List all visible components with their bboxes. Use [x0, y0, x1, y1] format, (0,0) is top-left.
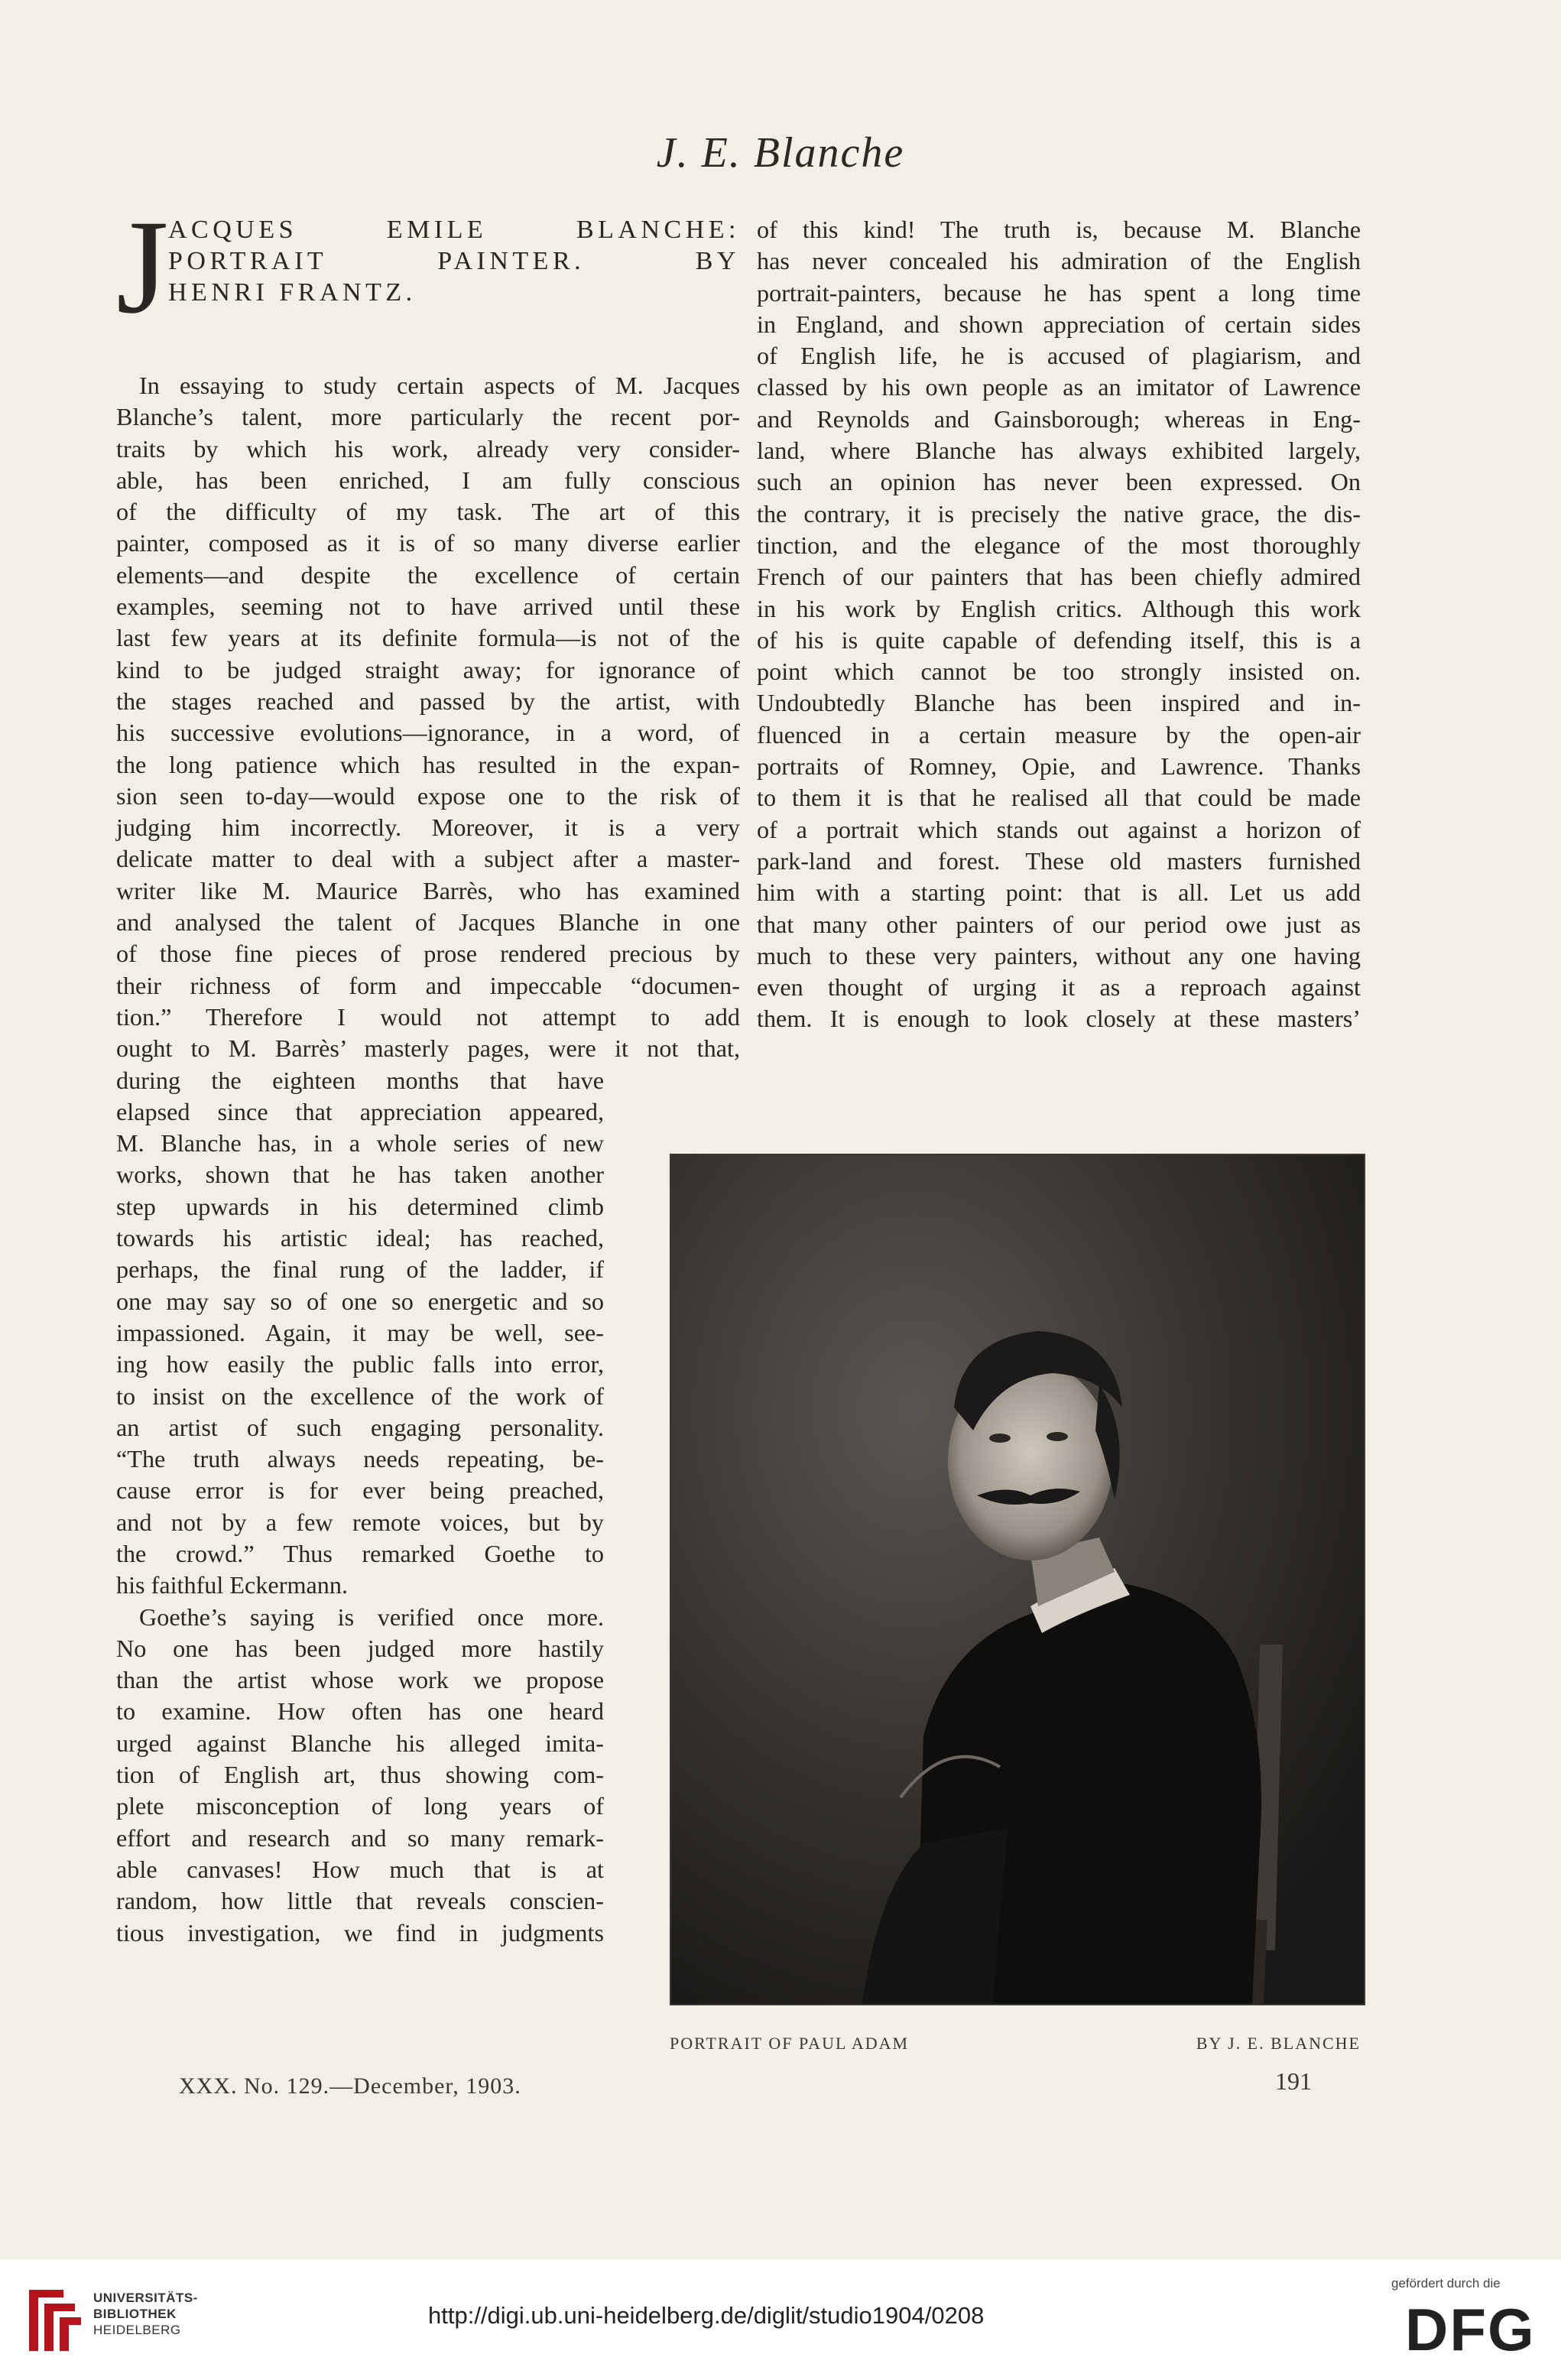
digitization-banner	[0, 2259, 1561, 2380]
text-line: step upwards in his determined climb	[116, 1192, 604, 1220]
text-line: in his work by English critics. Although this work	[757, 594, 1361, 622]
portrait-photograph	[670, 1154, 1365, 2005]
text-line: French of our painters that has been chiefly admired	[757, 563, 1361, 591]
text-line: “The truth always needs repeating, be-	[116, 1445, 604, 1473]
university-library-logo-icon	[21, 2282, 83, 2359]
text-line: the long patience which has resulted in the expan-	[116, 750, 740, 778]
text-line: painter, composed as it is of so many diverse earlier	[116, 529, 740, 557]
text-line: than the artist whose work we propose	[116, 1666, 604, 1694]
text-line: even thought of urging it as a reproach against	[757, 973, 1361, 1002]
text-line: towards his artistic ideal; has reached,	[116, 1224, 604, 1252]
text-line: of English life, he is accused of plagiarism, and	[757, 342, 1361, 370]
text-line: land, where Blanche has always exhibited largely,	[757, 437, 1361, 465]
right-column	[757, 214, 1361, 1035]
issue-footer: XXX. No. 129.—December, 1903.	[179, 2073, 521, 2099]
text-line: them. It is enough to look closely at these masters’	[757, 1005, 1361, 1033]
heading-line-2: PORTRAIT PAINTER. BY	[168, 247, 740, 275]
text-line: point which cannot be too strongly insisted on.	[757, 658, 1361, 686]
text-line: of his is quite capable of defending itself, this is a	[757, 625, 1361, 654]
text-line: such an opinion has never been expressed. On	[757, 468, 1361, 496]
text-line: able canvases! How much that is at	[116, 1855, 604, 1883]
text-line: elapsed since that appreciation appeared,	[116, 1097, 604, 1125]
text-line: judging him incorrectly. Moreover, it is a very	[116, 813, 740, 842]
text-line: effort and research and so many remark-	[116, 1823, 604, 1852]
text-line: to insist on the excellence of the work of	[116, 1382, 604, 1410]
text-line: In essaying to study certain aspects of M. Jacques	[139, 372, 740, 399]
text-line: random, how little that reveals conscien-	[116, 1887, 604, 1915]
text-line: of those fine pieces of prose rendered precious by	[116, 940, 740, 968]
text-line: his faithful Eckermann.	[116, 1571, 348, 1599]
text-line: No one has been judged more hastily	[116, 1634, 604, 1662]
text-line: much to these very painters, without any one having	[757, 941, 1361, 969]
text-line: able, has been enriched, I am fully conscious	[116, 466, 740, 494]
text-line: and analysed the talent of Jacques Blanche in one	[116, 908, 740, 937]
text-line: kind to be judged straight away; for ignorance of	[116, 655, 740, 683]
text-line: of a portrait which stands out against a horizon of	[757, 815, 1361, 843]
text-line: M. Blanche has, in a whole series of new	[116, 1129, 604, 1158]
text-line: Undoubtedly Blanche has been inspired and in-	[757, 689, 1361, 717]
text-line: and not by a few remote voices, but by	[116, 1508, 604, 1536]
text-line: in England, and shown appreciation of certain sides	[757, 310, 1361, 338]
text-line: writer like M. Maurice Barrès, who has examined	[116, 876, 740, 904]
funder-label: gefördert durch die	[1391, 2276, 1501, 2291]
text-line: park-land and forest. These old masters furnished	[757, 846, 1361, 875]
text-line: to examine. How often has one heard	[116, 1697, 604, 1726]
text-line: Goethe’s saying is verified once more.	[139, 1602, 604, 1631]
text-line: has never concealed his admiration of the English	[757, 247, 1361, 275]
text-line: of the difficulty of my task. The art of this	[116, 498, 740, 526]
article-heading	[116, 193, 740, 352]
heading-line-3: HENRI FRANTZ.	[168, 278, 417, 307]
text-line: the contrary, it is precisely the native grace, the dis-	[757, 499, 1361, 528]
source-url-link[interactable]: http://digi.ub.uni-heidelberg.de/diglit/studio1904/0208	[428, 2302, 985, 2329]
heading-line-1: ACQUES EMILE BLANCHE:	[168, 216, 740, 244]
text-line: sion seen to-day—would expose one to the risk of	[116, 781, 740, 810]
left-column	[116, 193, 740, 1949]
library-name: UNIVERSITÄTS- BIBLIOTHEK HEIDELBERG	[93, 2291, 198, 2337]
text-line: urged against Blanche his alleged imita-	[116, 1729, 604, 1757]
text-line: works, shown that he has taken another	[116, 1161, 604, 1189]
text-line: portraits of Romney, Opie, and Lawrence. Thanks	[757, 752, 1361, 781]
text-line: and Reynolds and Gainsborough; whereas in Eng-	[757, 404, 1361, 433]
text-line: his successive evolutions—ignorance, in a word, of	[116, 719, 740, 747]
text-line: portrait-painters, because he has spent a long time	[757, 278, 1361, 307]
text-line: an artist of such engaging personality.	[116, 1413, 604, 1441]
text-line: classed by his own people as an imitator of Lawrence	[757, 373, 1361, 401]
portrait-illustration	[671, 1155, 1364, 2004]
text-line: tion.” Therefore I would not attempt to add	[116, 1002, 740, 1031]
text-line: cause error is for ever being preached,	[116, 1476, 604, 1505]
text-line: elements—and despite the excellence of certain	[116, 560, 740, 589]
text-line: one may say so of one so energetic and so	[116, 1287, 604, 1315]
text-line: traits by which his work, already very consider-	[116, 434, 740, 463]
text-line: him with a starting point: that is all. Let us add	[757, 878, 1361, 907]
dfg-logo: DFG	[1405, 2296, 1536, 2363]
text-line: plete misconception of long years of	[116, 1792, 604, 1820]
plate-caption-credit: BY J. E. BLANCHE	[1196, 2034, 1361, 2053]
text-line: impassioned. Again, it may be well, see-	[116, 1318, 604, 1346]
drop-cap: J	[116, 193, 169, 342]
text-line: during the eighteen months that have	[116, 1066, 604, 1094]
text-line: tious investigation, we find in judgments	[116, 1918, 604, 1947]
page-title: J. E. Blanche	[656, 129, 905, 177]
paragraph-1-narrow	[116, 1065, 604, 1949]
text-line: tinction, and the elegance of the most thoroughly	[757, 531, 1361, 559]
text-line: the stages reached and passed by the artist, with	[116, 687, 740, 715]
text-line: ought to M. Barrès’ masterly pages, were it not that,	[116, 1034, 740, 1063]
text-line: to them it is that he realised all that could be made	[757, 784, 1361, 812]
text-line: examples, seeming not to have arrived until these	[116, 593, 740, 621]
text-line: delicate matter to deal with a subject after a master-	[116, 845, 740, 873]
text-line: tion of English art, thus showing com-	[116, 1761, 604, 1789]
text-line: the crowd.” Thus remarked Goethe to	[116, 1539, 604, 1567]
paragraph-1	[116, 370, 740, 1065]
text-line: ing how easily the public falls into error,	[116, 1350, 604, 1378]
text-line: that many other painters of our period owe just as	[757, 910, 1361, 938]
text-line: perhaps, the final rung of the ladder, if	[116, 1255, 604, 1284]
page-number: 191	[1275, 2067, 1312, 2095]
text-line: their richness of form and impeccable “documen-	[116, 971, 740, 999]
plate-caption-title: PORTRAIT OF PAUL ADAM	[670, 2034, 910, 2053]
text-line: fluenced in a certain measure by the open-air	[757, 720, 1361, 748]
text-line: Blanche’s talent, more particularly the recent por-	[116, 403, 740, 431]
text-line: of this kind! The truth is, because M. Blanche	[757, 216, 1361, 243]
text-line: last few years at its definite formula—is not of the	[116, 624, 740, 652]
